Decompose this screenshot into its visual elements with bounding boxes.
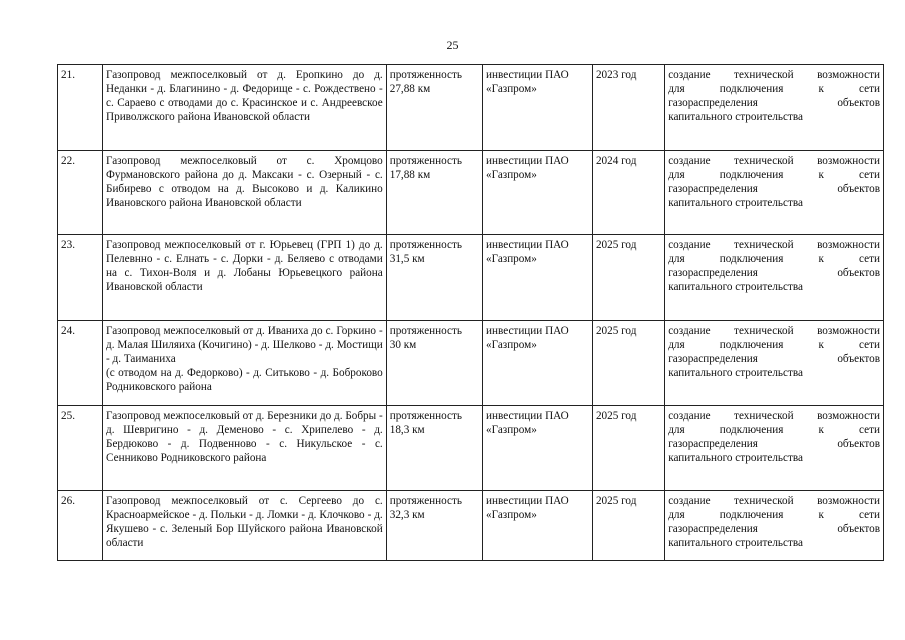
length-value: 31,5 км [389,253,425,265]
length-value: 18,3 км [389,424,425,436]
length-value: 30 км [389,339,417,351]
pipeline-length [386,235,482,321]
pipeline-name: Газопровод межпоселковый от д. Еропкино до д. Неданки - д. Благинино - д. Федорище - с. Рождествено - с. Сараево с отводами до с. Красинское и с. Андреевское Приволжского района Ивановской области [103,65,387,151]
pipeline-name: Газопровод межпоселковый от с. Сергеево до с. Красноармейское - д. Польки - д. Ломки - д. Клочково - д. Якушево - с. Зеленый Бор Шуйского района Ивановской области [103,491,387,561]
length-label: протяженность [389,495,462,507]
completion-year: 2023 год [592,65,664,151]
pipeline-name: Газопровод межпоселковый от с. Хромцово Фурмановского района до д. Максаки - с. Озерный - с. Бибирево с отводом на д. Высоково и д. Каликино Ивановского района Ивановской области [103,151,387,235]
table-row [58,491,884,561]
goal-line: создание технической возможности [668,69,880,81]
table-row [58,406,884,491]
funding-source-line: «Газпром» [486,424,537,436]
row-number: 24. [58,321,103,406]
length-label: протяженность [389,239,462,251]
goal-line: капитального строительства [668,197,803,209]
funding-source [483,65,593,151]
goal-line: для подключения к сети [668,339,880,351]
goal-line: создание технической возможности [668,410,880,422]
completion-year: 2024 год [592,151,664,235]
goal-line: создание технической возможности [668,155,880,167]
completion-year: 2025 год [592,406,664,491]
pipeline-length [386,151,482,235]
goal-line: газораспределения объектов [668,97,880,109]
funding-source-line: инвестиции ПАО [486,239,569,251]
pipeline-length [386,321,482,406]
funding-source-line: инвестиции ПАО [486,69,569,81]
goal-line: капитального строительства [668,537,803,549]
funding-source [483,151,593,235]
row-number: 25. [58,406,103,491]
length-value: 27,88 км [389,83,431,95]
goal-line: капитального строительства [668,452,803,464]
project-goal [665,406,884,491]
table-row [58,65,884,151]
funding-source [483,235,593,321]
goal-line: для подключения к сети [668,83,880,95]
project-goal [665,235,884,321]
row-number: 26. [58,491,103,561]
funding-source-line: инвестиции ПАО [486,325,569,337]
project-goal [665,65,884,151]
pipeline-name-part: Газопровод межпоселковый от д. Иваниха до с. Горкино - д. Малая Шиляиха (Кочигино) - д. Шелково - д. Мостищи - д. Таиманиха [106,325,383,365]
funding-source-line: «Газпром» [486,83,537,95]
goal-line: капитального строительства [668,367,803,379]
goal-line: для подключения к сети [668,253,880,265]
goal-line: для подключения к сети [668,169,880,181]
goal-line: создание технической возможности [668,495,880,507]
funding-source-line: «Газпром» [486,169,537,181]
row-number: 22. [58,151,103,235]
funding-source-line: инвестиции ПАО [486,410,569,422]
length-value: 32,3 км [389,509,425,521]
goal-line: создание технической возможности [668,325,880,337]
row-number: 23. [58,235,103,321]
goal-line: создание технической возможности [668,239,880,251]
row-number: 21. [58,65,103,151]
pipeline-name [103,321,387,406]
goal-line: капитального строительства [668,111,803,123]
goal-line: капитального строительства [668,281,803,293]
funding-source-line: инвестиции ПАО [486,495,569,507]
goal-line: газораспределения объектов [668,353,880,365]
pipeline-length [386,491,482,561]
pipeline-length [386,406,482,491]
project-goal [665,151,884,235]
completion-year: 2025 год [592,235,664,321]
funding-source-line: «Газпром» [486,253,537,265]
completion-year: 2025 год [592,491,664,561]
length-label: протяженность [389,410,462,422]
goal-line: газораспределения объектов [668,183,880,195]
goal-line: газораспределения объектов [668,523,880,535]
table-row [58,235,884,321]
gas-pipeline-table [57,64,884,561]
funding-source-line: «Газпром» [486,339,537,351]
funding-source [483,406,593,491]
table-row [58,321,884,406]
funding-source-line: «Газпром» [486,509,537,521]
goal-line: для подключения к сети [668,509,880,521]
page-number: 25 [446,38,459,52]
funding-source [483,491,593,561]
length-label: протяженность [389,69,462,81]
length-label: протяженность [389,155,462,167]
length-label: протяженность [389,325,462,337]
table-row [58,151,884,235]
funding-source [483,321,593,406]
goal-line: газораспределения объектов [668,267,880,279]
goal-line: для подключения к сети [668,424,880,436]
project-goal [665,491,884,561]
funding-source-line: инвестиции ПАО [486,155,569,167]
goal-line: газораспределения объектов [668,438,880,450]
project-goal [665,321,884,406]
pipeline-name-part: (с отводом на д. Федорково) - д. Ситьково - д. Боброково Родниковского района [106,367,383,393]
pipeline-length [386,65,482,151]
length-value: 17,88 км [389,169,431,181]
completion-year: 2025 год [592,321,664,406]
pipeline-name: Газопровод межпоселковый от г. Юрьевец (ГРП 1) до д. Пелевнно - с. Елнать - с. Дорки - д. Беляево с отводами на с. Тихон-Воля и д. Лобаны Юрьевецкого района Ивановской области [103,235,387,321]
pipeline-name: Газопровод межпоселковый от д. Березники до д. Бобры - д. Шевригино - д. Деменово - с. Хрипелево - д. Бердюково - д. Подвенново - с. Никульское - с. Сенниково Родниковского района [103,406,387,491]
